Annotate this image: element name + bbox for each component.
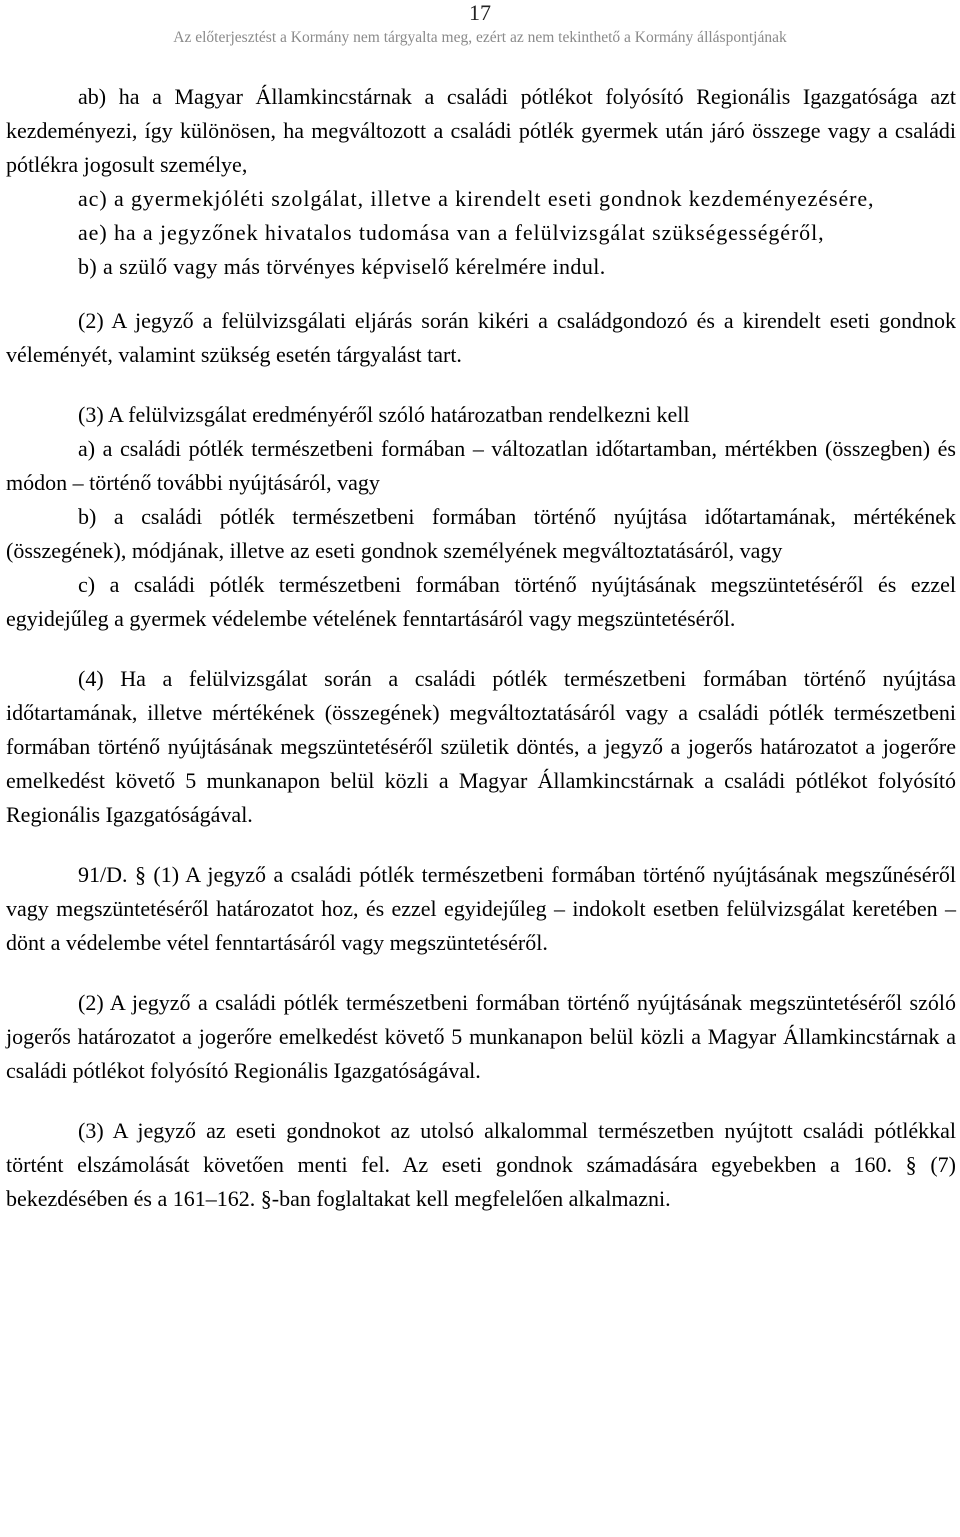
page-number: 17	[469, 0, 491, 25]
paragraph-ab: ab) ha a Magyar Államkincstárnak a családi pótlékot folyósító Regionális Igazgatósága azt kezdeményezi, így különösen, ha megváltozott a családi pótlék gyermek után járó összege vagy a családi pótlékra jogosult személye,	[6, 84, 956, 177]
paragraph-ac: ac) a gyermekjóléti szolgálat, illetve a kirendelt eseti gondnok kezdeményezésére,	[78, 186, 875, 211]
paragraph-91d-1: 91/D. § (1) A jegyző a családi pótlék természetbeni formában történő nyújtásának megszűnéséről vagy megszüntetéséről határozatot hoz, és ezzel egyidejűleg – indokolt esetben felülvizsgálat keretében – dönt a védelembe vétel fenntartásáról vagy megszüntetéséről.	[6, 862, 956, 955]
paragraph-3a: a) a családi pótlék természetbeni formában – változatlan időtartamban, mértékben (összegben) és módon – történő további nyújtásáról, vagy	[6, 436, 956, 495]
paragraph-91d-3: (3) A jegyző az eseti gondnokot az utolsó alkalommal természetben nyújtott családi pótlékkal történt elszámolását követően menti fel. Az eseti gondnok számadására egyebekben a 160. § (7) bekezdésében és a 161–162. §-ban foglaltakat kell megfelelően alkalmazni.	[6, 1118, 956, 1211]
paragraph-section-4: (4) Ha a felülvizsgálat során a családi pótlék természetbeni formában történő nyújtása időtartamának, illetve mértékének (összegének) megváltoztatásáról vagy a családi pótlék természetbeni formában történő nyújtásának megszüntetéséről születik döntés, a jegyző a jogerős határozatot a jogerőre emelkedést követő 5 munkanapon belül közli a Magyar Államkincstárnak a családi pótlékot folyósító Regionális Igazgatóságával.	[6, 666, 956, 827]
draft-disclaimer: Az előterjesztést a Kormány nem tárgyalta meg, ezért az nem tekinthető a Kormány álláspontjának	[173, 29, 787, 46]
paragraph-b: b) a szülő vagy más törvényes képviselő kérelmére indul.	[78, 254, 606, 279]
paragraph-section-3: (3) A felülvizsgálat eredményéről szóló határozatban rendelkezni kell	[78, 402, 690, 427]
paragraph-3b: b) a családi pótlék természetbeni formában történő nyújtása időtartamának, mértékének (összegének), módjának, illetve az eseti gondnok személyének megváltoztatásáról, vagy	[6, 504, 956, 563]
paragraph-3c: c) a családi pótlék természetbeni formában történő nyújtásának megszüntetéséről és ezzel egyidejűleg a gyermek védelembe vételének fenntartásáról vagy megszüntetéséről.	[6, 572, 956, 631]
paragraph-ae: ae) ha a jegyzőnek hivatalos tudomása van a felülvizsgálat szükségességéről,	[78, 220, 825, 245]
paragraph-section-2: (2) A jegyző a felülvizsgálati eljárás során kikéri a családgondozó és a kirendelt eseti gondnok véleményét, valamint szükség esetén tárgyalást tart.	[6, 308, 956, 367]
paragraph-91d-2: (2) A jegyző a családi pótlék természetbeni formában történő nyújtásának megszüntetéséről szóló jogerős határozatot a jogerőre emelkedést követő 5 munkanapon belül közli a Magyar Államkincstárnak a családi pótlékot folyósító Regionális Igazgatóságával.	[6, 990, 956, 1083]
document-body	[6, 80, 956, 1216]
